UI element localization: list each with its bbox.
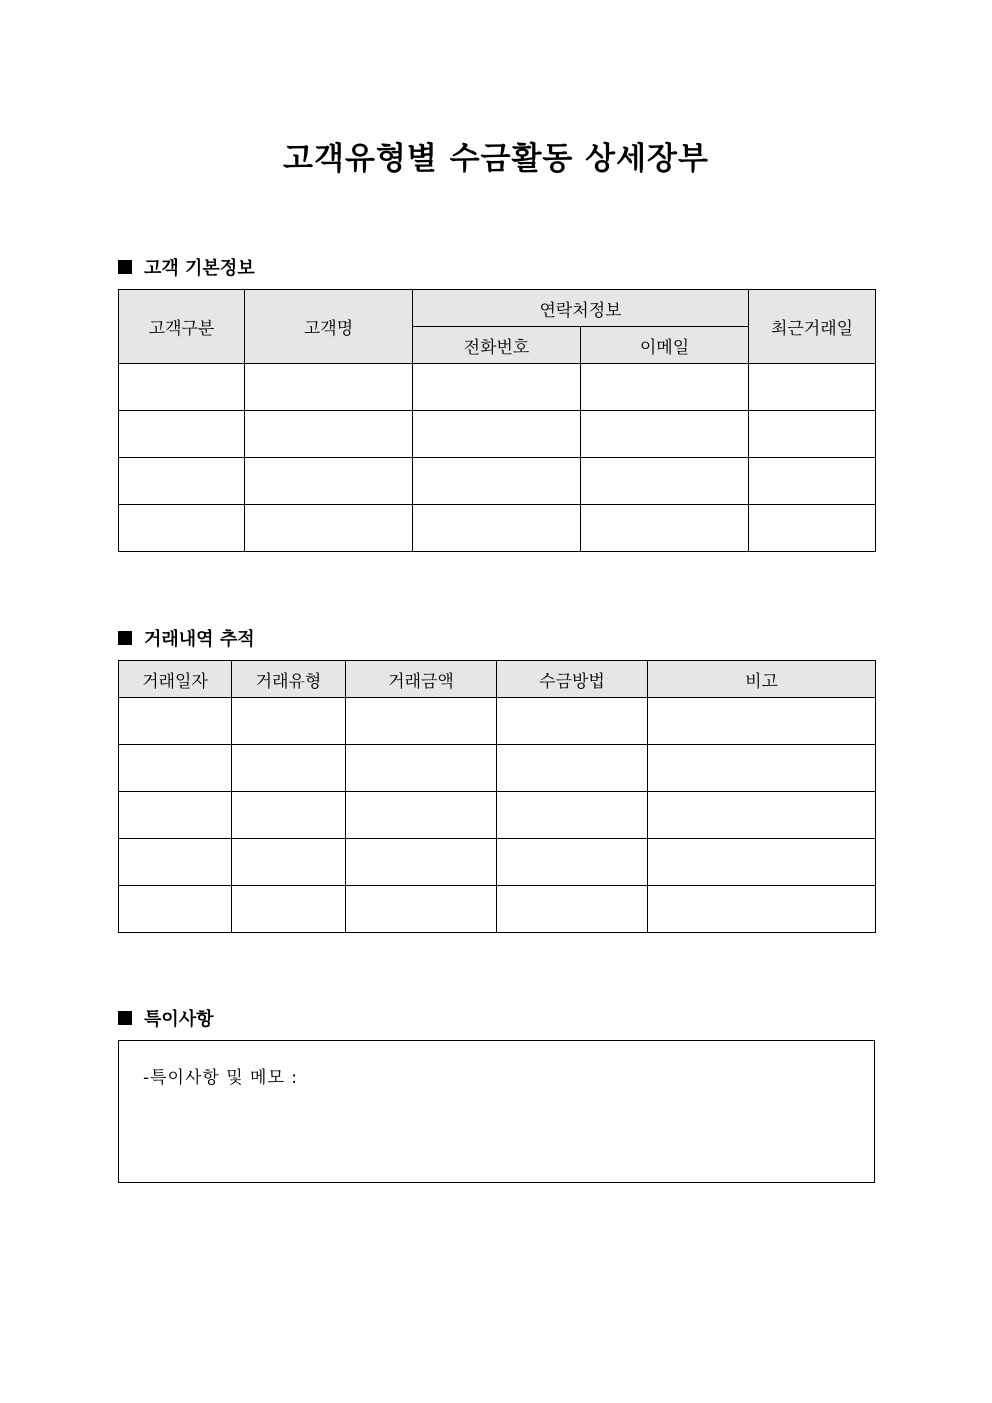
table-cell[interactable]	[749, 411, 876, 458]
section-heading-label: 특이사항	[144, 1009, 214, 1030]
header-trade-date: 거래일자	[119, 661, 232, 698]
header-remarks: 비고	[648, 661, 876, 698]
table-cell[interactable]	[497, 745, 648, 792]
table-cell[interactable]	[119, 364, 245, 411]
table-row	[119, 698, 876, 745]
table-cell[interactable]	[119, 792, 232, 839]
table-cell[interactable]	[346, 886, 497, 933]
table-cell[interactable]	[346, 839, 497, 886]
table-cell[interactable]	[232, 886, 346, 933]
section-heading-label: 거래내역 추적	[144, 629, 255, 650]
table-cell[interactable]	[119, 505, 245, 552]
table-cell[interactable]	[497, 698, 648, 745]
table-cell[interactable]	[119, 886, 232, 933]
table-cell[interactable]	[346, 792, 497, 839]
table-cell[interactable]	[346, 745, 497, 792]
table-row	[119, 792, 876, 839]
table-cell[interactable]	[648, 886, 876, 933]
table-cell[interactable]	[581, 364, 749, 411]
table-cell[interactable]	[119, 698, 232, 745]
table-cell[interactable]	[749, 458, 876, 505]
header-category: 고객구분	[119, 290, 245, 364]
table-cell[interactable]	[413, 458, 581, 505]
table-cell[interactable]	[232, 839, 346, 886]
section-heading-notes	[118, 1005, 214, 1031]
square-bullet-icon	[118, 1011, 132, 1025]
customer-info-table	[118, 289, 876, 552]
table-cell[interactable]	[232, 792, 346, 839]
square-bullet-icon	[118, 260, 132, 274]
table-row	[119, 505, 876, 552]
header-last-trade-date: 최근거래일	[749, 290, 876, 364]
table-cell[interactable]	[749, 505, 876, 552]
section-heading-customer-info	[118, 254, 255, 280]
table-cell[interactable]	[245, 364, 413, 411]
memo-label: -특이사항 및 메모 :	[143, 1068, 299, 1088]
table-cell[interactable]	[581, 505, 749, 552]
table-cell[interactable]	[119, 411, 245, 458]
table-cell[interactable]	[232, 698, 346, 745]
table-row	[119, 745, 876, 792]
table-cell[interactable]	[245, 458, 413, 505]
table-cell[interactable]	[648, 698, 876, 745]
header-trade-type: 거래유형	[232, 661, 346, 698]
table-cell[interactable]	[119, 458, 245, 505]
table-cell[interactable]	[413, 364, 581, 411]
table-cell[interactable]	[232, 745, 346, 792]
transaction-table	[118, 660, 876, 933]
header-trade-amount: 거래금액	[346, 661, 497, 698]
table-cell[interactable]	[119, 745, 232, 792]
table-row	[119, 886, 876, 933]
table-cell[interactable]	[245, 411, 413, 458]
header-collection-method: 수금방법	[497, 661, 648, 698]
table-cell[interactable]	[648, 792, 876, 839]
section-heading-label: 고객 기본정보	[144, 258, 255, 279]
section-heading-transactions	[118, 625, 255, 651]
table-cell[interactable]	[497, 792, 648, 839]
table-row	[119, 458, 876, 505]
header-phone: 전화번호	[413, 327, 581, 364]
header-email: 이메일	[581, 327, 749, 364]
table-cell[interactable]	[648, 745, 876, 792]
table-cell[interactable]	[581, 458, 749, 505]
page-title: 고객유형별 수금활동 상세장부	[283, 141, 709, 177]
table-header-row	[119, 661, 876, 698]
memo-box[interactable]	[118, 1040, 875, 1183]
table-cell[interactable]	[497, 839, 648, 886]
table-header-row	[119, 290, 876, 327]
table-cell[interactable]	[749, 364, 876, 411]
table-cell[interactable]	[346, 698, 497, 745]
table-cell[interactable]	[413, 505, 581, 552]
table-cell[interactable]	[497, 886, 648, 933]
table-row	[119, 411, 876, 458]
header-customer-name: 고객명	[245, 290, 413, 364]
header-contact-info: 연락처정보	[413, 290, 749, 327]
table-cell[interactable]	[581, 411, 749, 458]
table-cell[interactable]	[413, 411, 581, 458]
table-row	[119, 364, 876, 411]
square-bullet-icon	[118, 631, 132, 645]
table-cell[interactable]	[119, 839, 232, 886]
table-row	[119, 839, 876, 886]
table-cell[interactable]	[245, 505, 413, 552]
table-cell[interactable]	[648, 839, 876, 886]
